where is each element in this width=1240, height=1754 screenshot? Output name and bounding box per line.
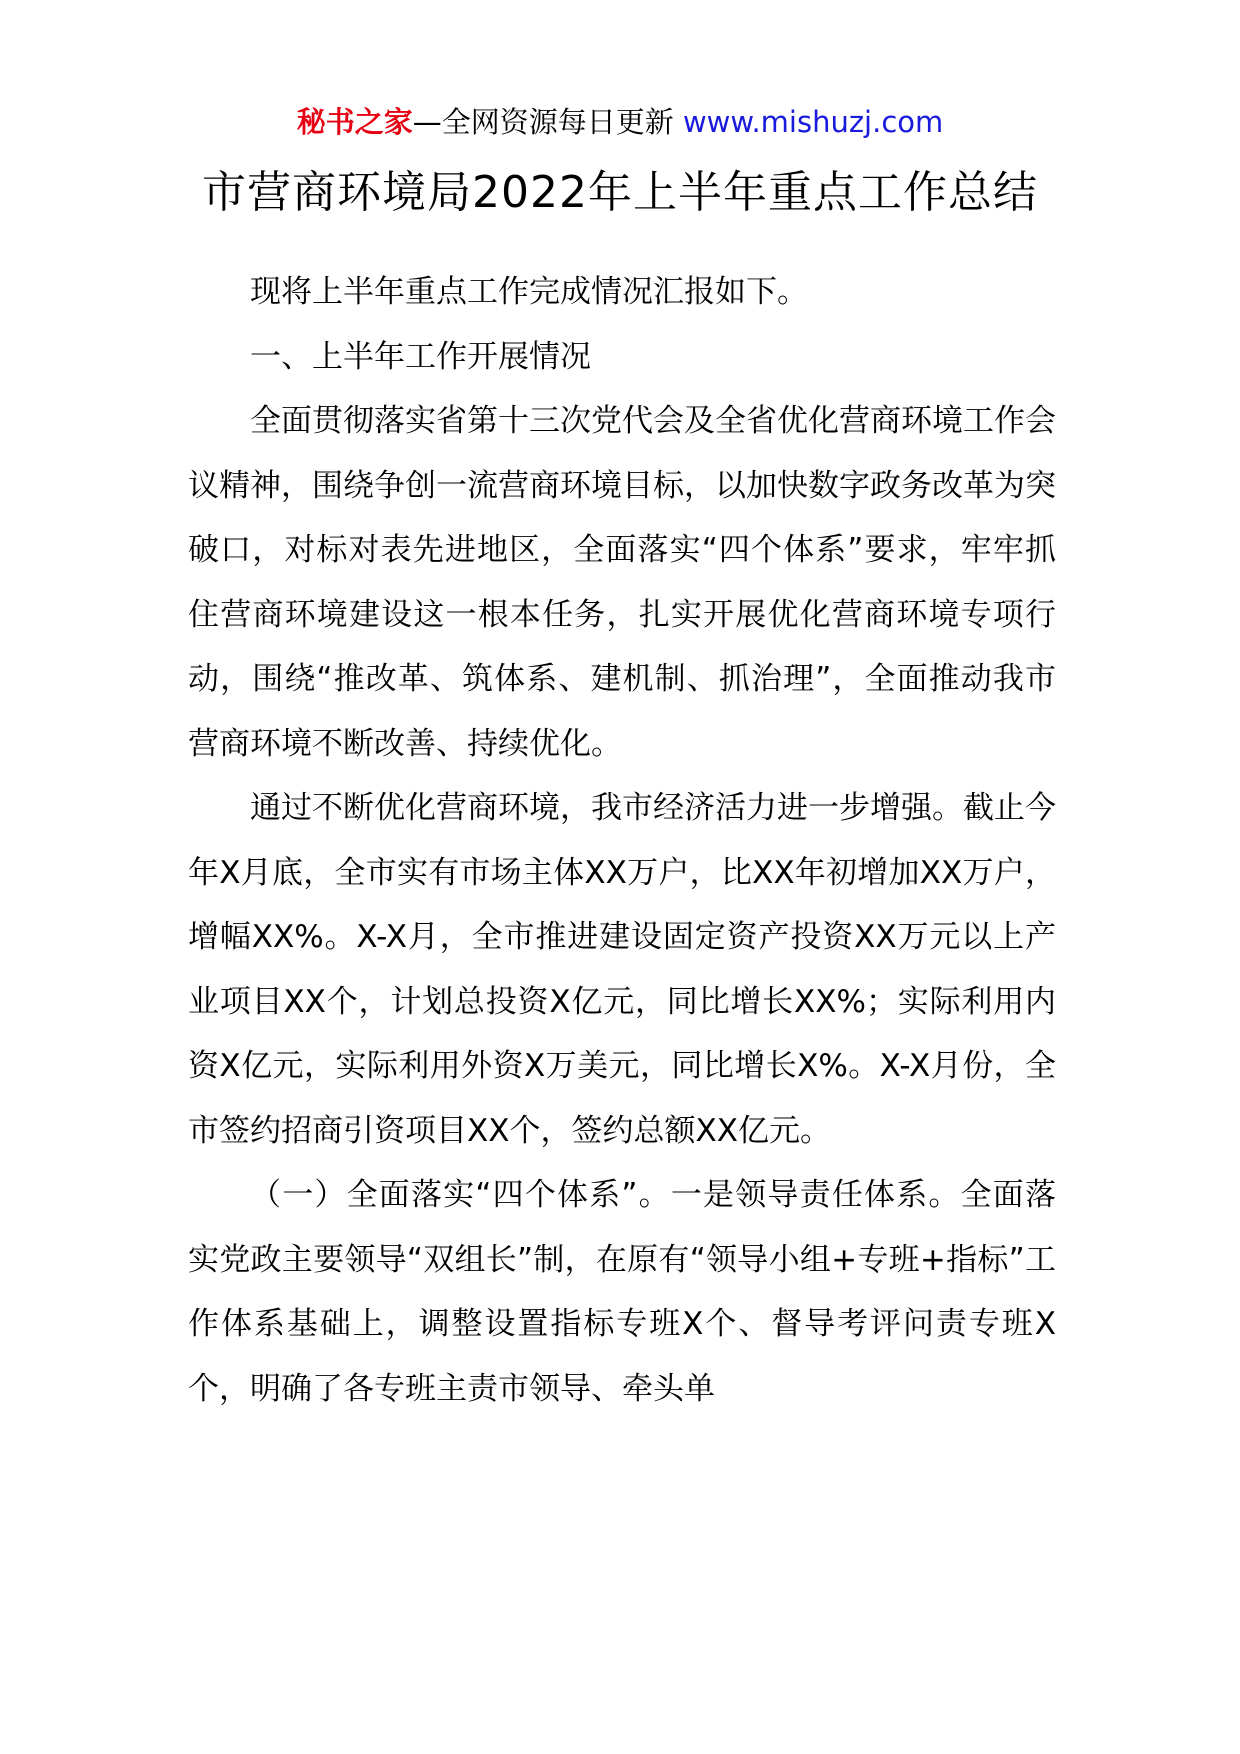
paragraph: 通过不断优化营商环境，我市经济活力进一步增强。截止今年X月底，全市实有市场主体XX万户，比XX年初增加XX万户，增幅XX%。X-X月，全市推进建设固定资产投资XX万元以上产业项目XX个，计划总投资X亿元，同比增长XX%；实际利用内资X亿元，实际利用外资X万美元，同比增长X%。X-X月份，全市签约招商引资项目XX个，签约总额XX亿元。 bbox=[188, 790, 1056, 1149]
paragraph: （一）全面落实“四个体系”。一是领导责任体系。全面落实党政主要领导“双组长”制，在原有“领导小组+专班+指标”工作体系基础上，调整设置指标专班X个、督导考评问责专班X个，明确了各专班主责市领导、牵头单 bbox=[188, 1177, 1056, 1407]
site-url[interactable]: www.mishuzj.com bbox=[682, 105, 944, 139]
paragraph-intro: 现将上半年重点工作完成情况汇报如下。 bbox=[250, 274, 808, 310]
site-banner bbox=[0, 100, 1240, 144]
site-slogan: —全网资源每日更新 bbox=[412, 105, 683, 139]
document-title: 市营商环境局2022年上半年重点工作总结 bbox=[202, 167, 1038, 218]
paragraph: 全面贯彻落实省第十三次党代会及全省优化营商环境工作会议精神，围绕争创一流营商环境目标，以加快数字政务改革为突破口，对标对表先进地区，全面落实“四个体系”要求，牢牢抓住营商环境建设这一根本任务，扎实开展优化营商环境专项行动，围绕“推改革、筑体系、建机制、抓治理”，全面推动我市营商环境不断改善、持续优化。 bbox=[188, 403, 1056, 762]
site-brand: 秘书之家 bbox=[296, 105, 413, 139]
section-heading: 一、上半年工作开展情况 bbox=[250, 338, 591, 375]
document-body bbox=[188, 260, 1056, 1421]
